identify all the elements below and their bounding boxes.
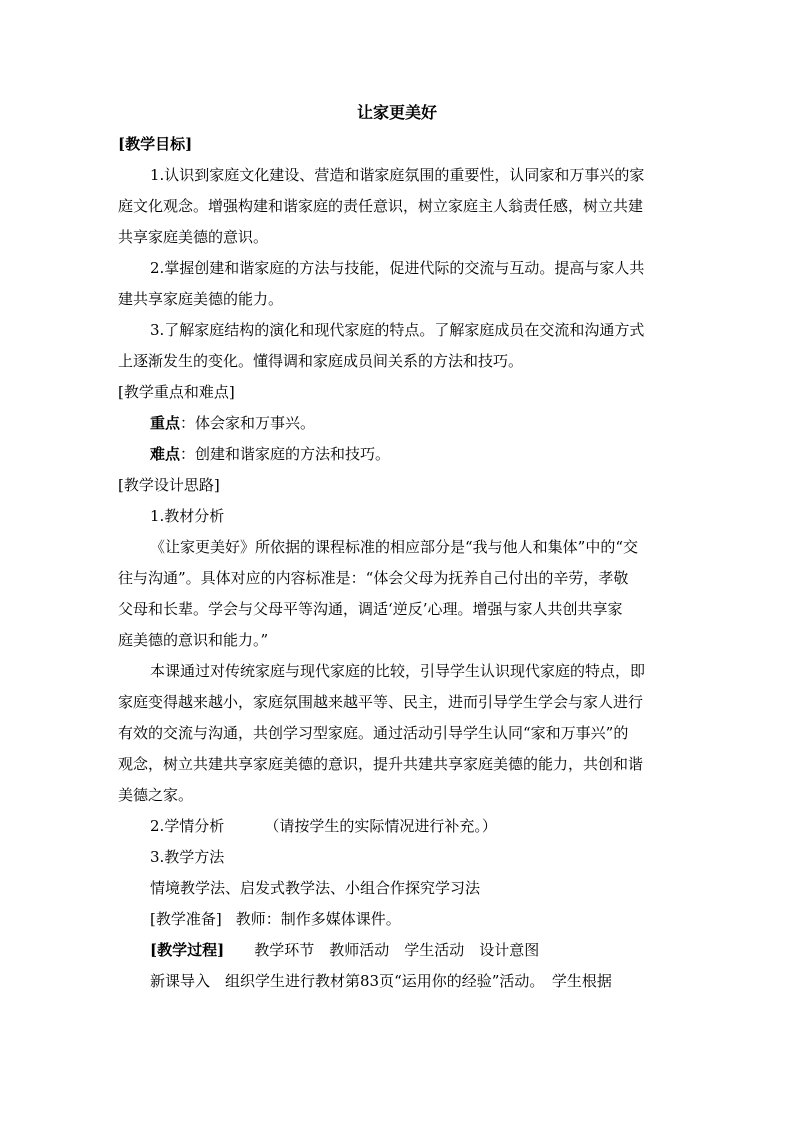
document-title: 让家更美好 <box>356 103 437 122</box>
hard-point-label: 难点 <box>150 445 181 463</box>
preparation-line <box>118 904 678 935</box>
para1-line4: 庭美德的意识和能力。” <box>118 631 269 649</box>
para2-line1: 本课通过对传统家庭与现代家庭的比较，引导学生认识现代家庭的特点，即 <box>150 662 646 680</box>
sub-heading-textbook: 1.教材分析 <box>150 507 225 525</box>
goal3-line1: 3.了解家庭结构的演化和现代家庭的特点。了解家庭成员在交流和沟通方式 <box>150 321 645 339</box>
heading-goals: [教学目标] <box>118 135 193 153</box>
process-columns: 教学环节 教师活动 学生活动 设计意图 <box>254 941 540 959</box>
para2-line2: 家庭变得越来越小，家庭氛围越来越平等、民主，进而引导学生学会与家人进行 <box>118 693 644 711</box>
para2-line5: 美德之家。 <box>118 786 194 804</box>
sub-heading-methods: 3.教学方法 <box>150 848 225 866</box>
para1-line3: 父母和长辈。学会与父母平等沟通，调适‘逆反’心理。增强与家人共创共享家 <box>118 600 623 618</box>
methods-text: 情境教学法、启发式教学法、小组合作探究学习法 <box>150 879 481 897</box>
process-label: [教学过程] <box>150 941 225 959</box>
intro-line: 新课导入 组织学生进行教材第83页“运用你的经验”活动。 学生根据 <box>150 972 612 990</box>
process-line <box>118 935 678 966</box>
para1-line2: 往与沟通”。具体对应的内容标准是：“体会父母为抚养自己付出的辛劳，孝敬 <box>118 569 629 587</box>
heading-design: [教学设计思路] <box>118 476 220 494</box>
goal1-line1: 1.认识到家庭文化建设、营造和谐家庭氛围的重要性，认同家和万事兴的家 <box>150 166 645 184</box>
goal1-line3: 共享家庭美德的意识。 <box>118 228 269 246</box>
students-note: （请按学生的实际情况进行补充。） <box>264 817 497 835</box>
document-body <box>118 129 678 997</box>
key-point-label: 重点 <box>150 414 181 432</box>
preparation-label: [教学准备] <box>150 910 222 928</box>
key-point-text: ：体会家和万事兴。 <box>180 414 316 432</box>
para2-line3: 有效的交流与沟通，共创学习型家庭。通过活动引导学生认同“家和万事兴”的 <box>118 724 629 742</box>
heading-key-points: [教学重点和难点] <box>118 383 235 401</box>
hard-point-text: ：创建和谐家庭的方法和技巧。 <box>180 445 391 463</box>
goal2-line2: 建共享家庭美德的能力。 <box>118 290 284 308</box>
goal2-line1: 2.掌握创建和谐家庭的方法与技能，促进代际的交流与互动。提高与家人共 <box>150 259 645 277</box>
para1-line1: 《让家更美好》所依据的课程标准的相应部分是“我与他人和集体”中的“交 <box>150 538 639 556</box>
goal3-line2: 上逐渐发生的变化。懂得调和家庭成员间关系的方法和技巧。 <box>118 352 524 370</box>
preparation-text: 教师：制作多媒体课件。 <box>235 910 401 928</box>
students-label: 2.学情分析 <box>150 817 225 835</box>
hard-point-line <box>118 439 678 470</box>
para2-line4: 观念，树立共建共享家庭美德的意识，提升共建共享家庭美德的能力，共创和谐 <box>118 755 644 773</box>
goal1-line2: 庭文化观念。增强构建和谐家庭的责任意识，树立家庭主人翁责任感，树立共建 <box>118 197 644 215</box>
key-point-line <box>118 408 678 439</box>
sub-heading-students <box>118 811 678 842</box>
